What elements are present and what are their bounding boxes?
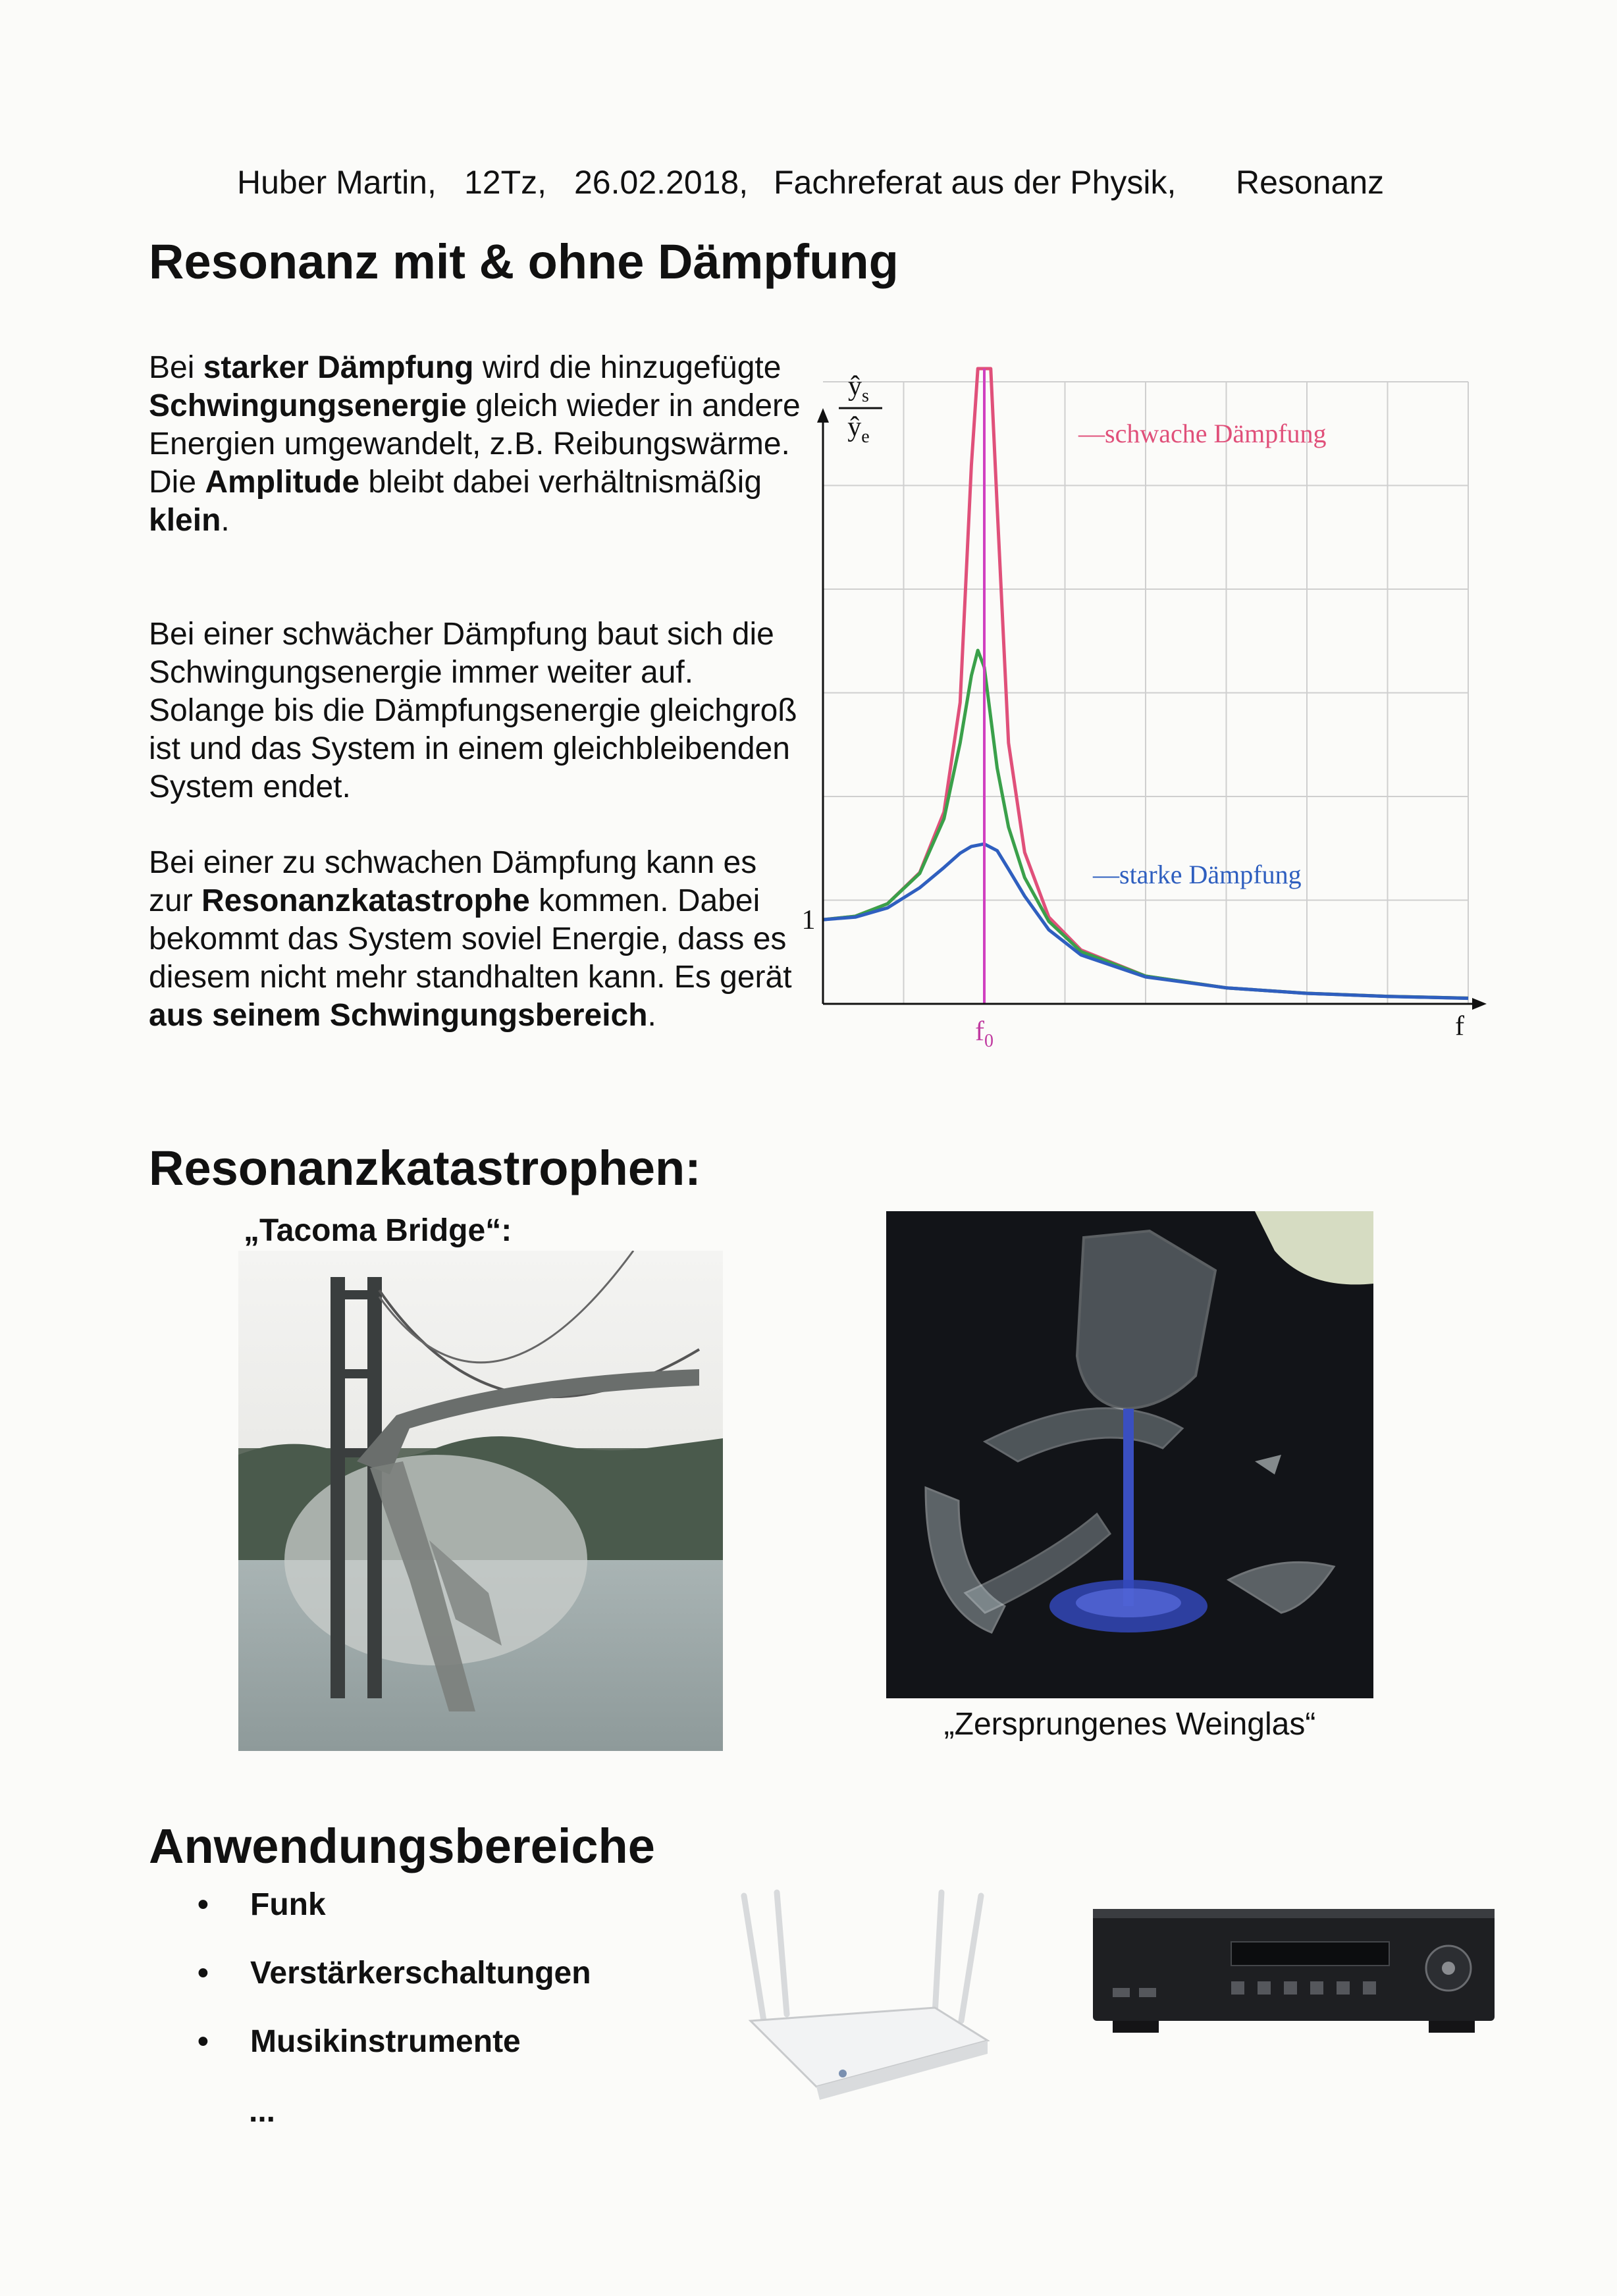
- stereo-receiver-photo: [1093, 1896, 1495, 2041]
- paragraph-strong-damping: Bei starker Dämpfung wird die hinzugefügte Schwingungsenergie gleich wieder in andere Energien umgewandelt, z.B. Reibungswärme. Die Amplitude bleibt dabei verhältnismäßig klein.: [149, 350, 801, 538]
- x-tick-label-f0: $f_0$: [975, 1016, 994, 1051]
- section-title-resonance: Resonanz mit & ohne Dämpfung: [149, 234, 899, 289]
- x-axis-label: f: [1455, 1011, 1464, 1041]
- list-ellipsis: ...: [249, 2094, 276, 2129]
- document-header: [237, 163, 1389, 205]
- x-axis-arrow: [1472, 998, 1487, 1010]
- list-item: • Verstärkerschaltungen: [198, 1954, 591, 2022]
- applications-list: [198, 1885, 591, 2091]
- y-axis-arrow: [817, 408, 829, 423]
- wifi-router-photo: [724, 1889, 1001, 2106]
- chart-grid: [823, 382, 1468, 1004]
- broken-wineglass-photo: [886, 1211, 1373, 1698]
- paragraph-weak-damping: Bei einer schwächer Dämpfung baut sich die Schwingungsenergie immer weiter auf. Solange bis die Dämpfungsenergie gleichgroß ist und das System in einem gleichbleibenden System endet.: [149, 617, 797, 804]
- header-class: 12Tz,: [464, 164, 547, 201]
- section-title-catastrophes: Resonanzkatastrophen:: [149, 1141, 701, 1195]
- wineglass-caption: „Zersprungenes Weinglas“: [943, 1707, 1316, 1742]
- header-topic: Resonanz: [1236, 164, 1385, 201]
- resonance-chart: [783, 355, 1501, 1066]
- section-title-applications: Anwendungsbereiche: [149, 1819, 655, 1873]
- header-author: Huber Martin,: [237, 164, 437, 201]
- y-label-numerator: $ŷ_s$: [848, 371, 869, 406]
- list-item: • Musikinstrumente: [198, 2022, 591, 2091]
- y-tick-label-1: 1: [801, 905, 816, 936]
- tacoma-bridge-caption: „Tacoma Bridge“:: [244, 1213, 512, 1248]
- paragraph-resonance-catastrophe: Bei einer zu schwachen Dämpfung kann es zur Resonanzkatastrophe kommen. Dabei bekommt das System soviel Energie, dass es diesem nicht mehr standhalten kann. Es gerät aus seinem Schwingungsbereich.: [149, 845, 792, 1033]
- header-subject: Fachreferat aus der Physik,: [774, 164, 1177, 201]
- tacoma-bridge-photo: [238, 1251, 723, 1751]
- list-item: • Funk: [198, 1885, 591, 1954]
- y-label-denominator: $ŷ_e$: [847, 412, 870, 447]
- label-weak-damping: —schwache Dämpfung: [1078, 419, 1327, 448]
- header-date: 26.02.2018,: [574, 164, 749, 201]
- label-strong-damping: —starke Dämpfung: [1093, 860, 1302, 889]
